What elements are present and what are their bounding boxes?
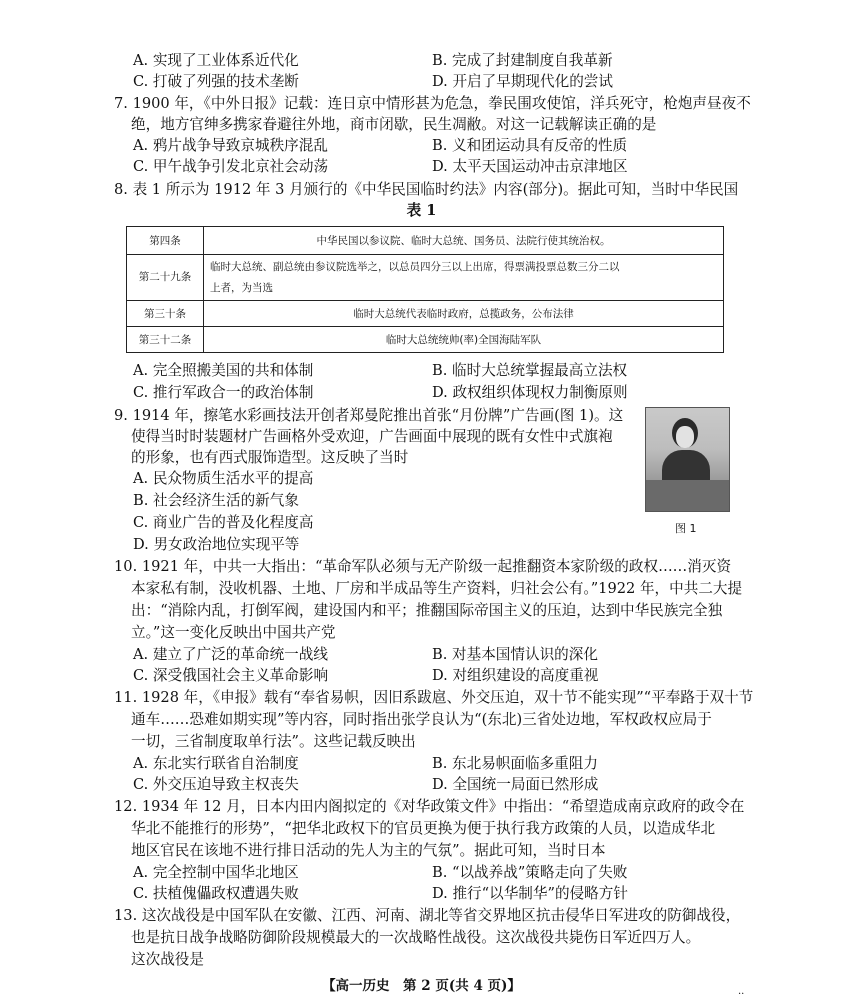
table-content-cell: 中华民国以参议院、临时大总统、国务员、法院行使其统治权。 [204,227,724,255]
q7-option-d: D. 太平天国运动冲击京津地区 [432,158,628,175]
q10-option-a: A. 建立了广泛的革命统一战线 [133,646,328,663]
table-title: 表 1 [406,202,437,219]
q9-option-a: A. 民众物质生活水平的提高 [133,470,314,487]
q11-option-d: D. 全国统一局面已然形成 [432,776,599,793]
q9-stem-line-2: 使得当时时装题材广告画格外受欢迎，广告画面中展现的既有女性中式旗袍 [131,428,613,445]
table-content-line: 上者，为当选 [210,281,273,294]
q12-option-a: A. 完全控制中国华北地区 [133,864,299,881]
q11-option-a: A. 东北实行联省自治制度 [133,755,299,772]
q13-stem-line-1: 13. 这次战役是中国军队在安徽、江西、河南、湖北等省交界地区抗击侵华日军进攻的防御战役， [114,907,741,924]
q9-option-d: D. 男女政治地位实现平等 [133,536,300,553]
q12-stem-line-3: 地区官民在该地不进行排日活动的先人为主的气氛”。据此可知，当时日本 [131,842,606,859]
table-row [127,227,724,255]
q7-stem-line-1: 7. 1900 年，《中外日报》记载：连日京中情形甚为危急，拳民围攻使馆，洋兵死守，枪炮声昼夜不 [114,95,751,112]
q10-option-d: D. 对组织建设的高度重视 [432,667,599,684]
q12-option-b: B. “以战养战”策略走向了失败 [432,864,628,881]
table-row [127,301,724,327]
q7-option-c: C. 甲午战争引发北京社会动荡 [133,158,329,175]
table-article-cell: 第三十二条 [127,327,204,353]
table-article-cell: 第二十九条 [127,255,204,301]
q11-stem-line-2: 通车……恐难如期实现”等内容，同时指出张学良认为“(东北)三省处边地，军权政权应局于 [131,711,712,728]
table-content-cell: 临时大总统代表临时政府，总揽政务，公布法律 [204,301,724,327]
q7-stem-line-2: 绝，地方官绅多携家眷避往外地，商市闭歇，民生凋敝。对这一记载解读正确的是 [131,116,657,133]
q10-stem-line-2: 本家私有制，没收机器、土地、厂房和半成品等生产资料，归社会公有。”1922 年，中共二大提 [131,580,743,597]
q12-option-d: D. 推行“以华制华”的侵略方针 [432,885,628,902]
q10-stem-line-1: 10. 1921 年，中共一大指出：“革命军队必须与无产阶级一起推翻资本家阶级的政权……消灭资 [114,558,732,575]
q8-option-a: A. 完全照搬美国的共和体制 [133,362,314,379]
q7-option-b: B. 义和团运动具有反帝的性质 [432,137,628,154]
table-article-cell: 第三十条 [127,301,204,327]
q10-option-b: B. 对基本国情认识的深化 [432,646,598,663]
q13-stem-line-2: 也是抗日战争战略防御阶段规模最大的一次战略性战役。这次战役共毙伤日军近四万人。 [131,929,701,946]
corner-mark: .. [738,986,745,997]
table-row [127,255,724,301]
q6-option-a: A. 实现了工业体系近代化 [133,52,299,69]
figure-caption: 图 1 [675,522,697,535]
q9-option-b: B. 社会经济生活的新气象 [133,492,299,509]
page-footer: 【高一历史 第 2 页(共 4 页)】 [322,978,521,994]
table-content-cell [204,255,724,301]
q10-option-c: C. 深受俄国社会主义革命影响 [133,667,329,684]
q8-stem-line-1: 8. 表 1 所示为 1912 年 3 月颁行的《中华民国临时约法》内容(部分)。据此可知，当时中华民国 [114,181,739,198]
table-article-cell: 第四条 [127,227,204,255]
q10-stem-line-4: 立。”这一变化反映出中国共产党 [131,624,336,641]
q12-stem-line-2: 华北不能推行的形势”，“把华北政权下的官员更换为便于执行我方政策的人员，以造成华北 [131,820,716,837]
q13-stem-line-3: 这次战役是 [131,951,204,968]
q8-option-d: D. 政权组织体现权力制衡原则 [432,384,628,401]
advertisement-figure-image [645,407,730,512]
q7-option-a: A. 鸦片战争导致京城秩序混乱 [133,137,328,154]
constitution-table [126,226,724,353]
q11-stem-line-1: 11. 1928 年，《申报》载有“奉省易帜，因旧系跋扈、外交压迫，双十节不能实现”“平奉路于双十节 [114,689,754,706]
q10-stem-line-3: 出：“消除内乱，打倒军阀，建设国内和平；推翻国际帝国主义的压迫，达到中华民族完全独 [131,602,723,619]
q12-stem-line-1: 12. 1934 年 12 月，日本内田内阁拟定的《对华政策文件》中指出：“希望造成南京政府的政令在 [114,798,745,815]
q8-option-b: B. 临时大总统掌握最高立法权 [432,362,628,379]
q12-option-c: C. 扶植傀儡政权遭遇失败 [133,885,299,902]
q9-stem-line-3: 的形象，也有西式服饰造型。这反映了当时 [131,449,409,466]
q11-option-c: C. 外交压迫导致主权丧失 [133,776,299,793]
q11-option-b: B. 东北易帜面临多重阻力 [432,755,598,772]
q6-option-b: B. 完成了封建制度自我革新 [432,52,613,69]
q6-option-c: C. 打破了列强的技术垄断 [133,73,299,90]
table-content-cell: 临时大总统统帅(率)全国海陆军队 [204,327,724,353]
table-row [127,327,724,353]
q9-stem-line-1: 9. 1914 年，擦笔水彩画技法开创者郑曼陀推出首张“月份牌”广告画(图 1)。这 [114,407,624,424]
q11-stem-line-3: 一切，三省制度取单行法”。这些记载反映出 [131,733,416,750]
q8-option-c: C. 推行军政合一的政治体制 [133,384,314,401]
q9-option-c: C. 商业广告的普及化程度高 [133,514,314,531]
q6-option-d: D. 开启了早期现代化的尝试 [432,73,613,90]
table-content-line: 临时大总统、副总统由参议院选举之，以总员四分三以上出席，得票满投票总数三分二以 [210,260,620,273]
